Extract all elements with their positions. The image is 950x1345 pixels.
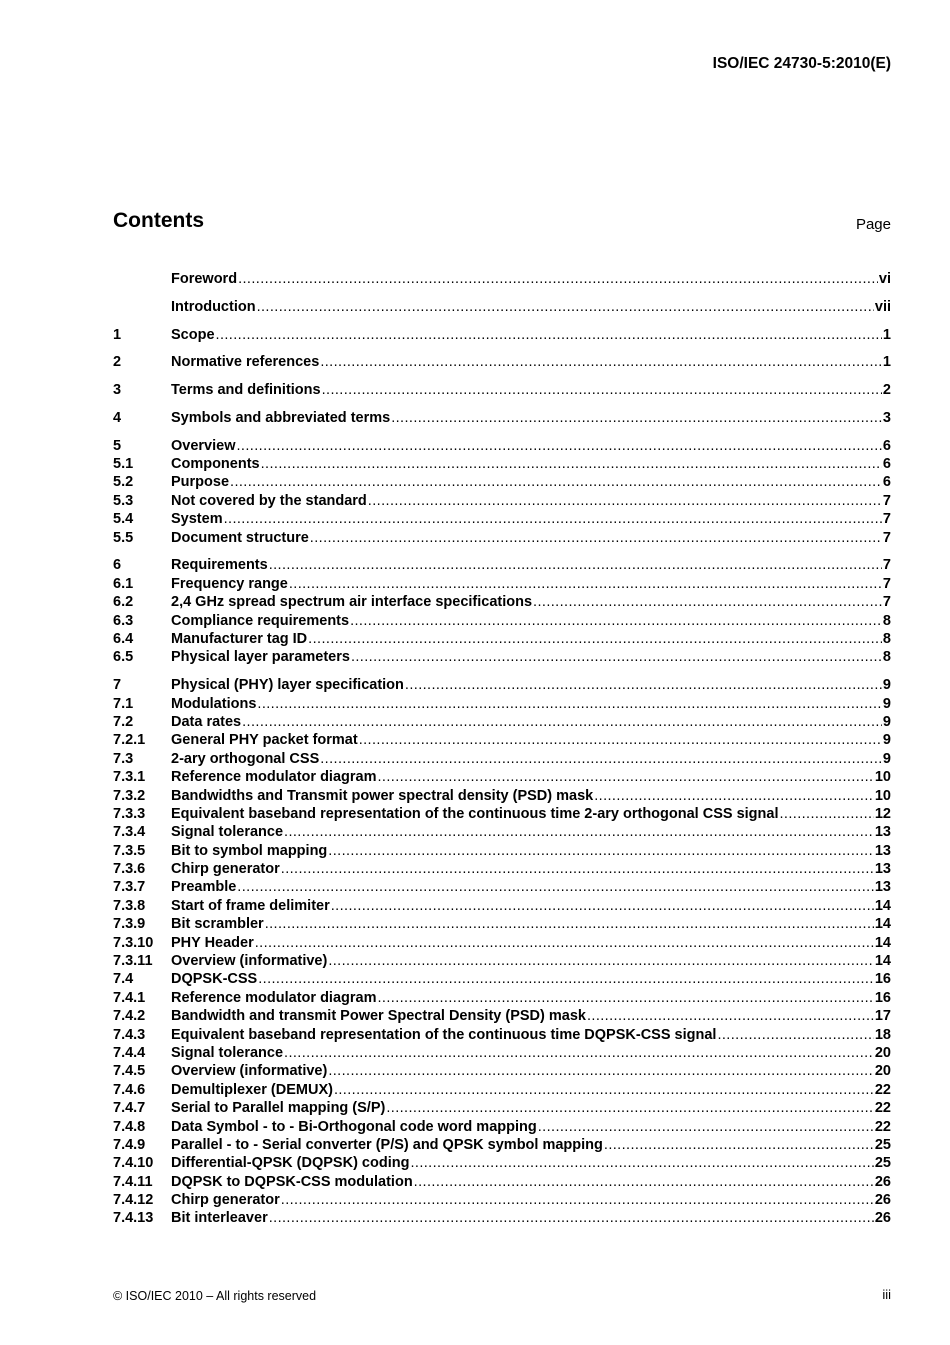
toc-entry-title: Foreword xyxy=(171,271,238,287)
toc-entry[interactable] xyxy=(113,298,891,316)
toc-entry[interactable] xyxy=(113,768,891,786)
toc-entry-number: 5.4 xyxy=(113,511,134,528)
toc-entry-page: 13 xyxy=(874,879,891,896)
toc-entry[interactable] xyxy=(113,731,891,749)
toc-entry-title: Terms and definitions xyxy=(171,382,321,399)
toc-entry-page: 6 xyxy=(882,456,891,473)
toc-dot-leader xyxy=(284,1044,874,1062)
toc-entry-title: Scope xyxy=(171,326,215,343)
toc-entry-title: Chirp generator xyxy=(171,861,280,878)
toc-entry-number: 7.3.6 xyxy=(113,861,146,878)
toc-entry-page: 22 xyxy=(874,1100,891,1117)
toc-entry-title: Overview (informative) xyxy=(171,1063,328,1080)
toc-entry[interactable] xyxy=(113,1154,891,1172)
toc-entry-number: 6 xyxy=(113,557,122,574)
toc-entry-number: 5.3 xyxy=(113,492,134,509)
toc-entry-number: 2 xyxy=(113,354,122,371)
toc-dot-leader xyxy=(242,713,882,731)
toc-dot-leader xyxy=(281,1191,874,1209)
toc-entry-page: 3 xyxy=(882,409,891,426)
toc-entry-page: 7 xyxy=(882,594,891,611)
toc-entry-page: 8 xyxy=(882,649,891,666)
toc-entry-title: System xyxy=(171,511,223,528)
toc-entry-page: 9 xyxy=(882,750,891,767)
toc-entry-page: 18 xyxy=(874,1026,891,1043)
toc-entry-title: Reference modulator diagram xyxy=(171,989,377,1006)
toc-dot-leader xyxy=(350,612,882,630)
toc-dot-leader xyxy=(308,630,882,648)
toc-entry-title: Bandwidth and transmit Power Spectral Density (PSD) mask xyxy=(171,1008,586,1025)
toc-entry-title: Compliance requirements xyxy=(171,612,350,629)
toc-dot-leader xyxy=(414,1173,874,1191)
toc-entry[interactable] xyxy=(113,750,891,768)
toc-entry-title: Physical layer parameters xyxy=(171,649,350,666)
toc-entry-page: 16 xyxy=(874,989,891,1006)
toc-entry[interactable] xyxy=(113,842,891,860)
toc-entry-number: 7.3.5 xyxy=(113,842,146,859)
toc-entry-page: 7 xyxy=(882,575,891,592)
toc-entry-title: General PHY packet format xyxy=(171,732,358,749)
toc-entry-title: PHY Header xyxy=(171,934,254,951)
toc-dot-leader xyxy=(779,805,873,823)
toc-entry-title: Bit interleaver xyxy=(171,1210,268,1227)
toc-entry[interactable] xyxy=(113,1136,891,1154)
toc-dot-leader xyxy=(328,1062,874,1080)
toc-entry-number: 6.5 xyxy=(113,649,134,666)
toc-dot-leader xyxy=(587,1007,874,1025)
toc-entry-title: Start of frame delimiter xyxy=(171,897,330,914)
toc-entry-page: 10 xyxy=(874,787,891,804)
toc-dot-leader xyxy=(359,731,882,749)
toc-entry-page: 9 xyxy=(882,713,891,730)
toc-dot-leader xyxy=(310,529,882,547)
toc-entry-number: 7.4.2 xyxy=(113,1008,146,1025)
toc-entry-page: 26 xyxy=(874,1173,891,1190)
toc-entry-page: 12 xyxy=(874,805,891,822)
toc-entry[interactable] xyxy=(113,676,891,694)
toc-entry[interactable] xyxy=(113,1209,891,1227)
toc-entry[interactable] xyxy=(113,970,891,988)
toc-entry-title: Manufacturer tag ID xyxy=(171,630,308,647)
toc-dot-leader xyxy=(237,437,882,455)
toc-entry-number: 7.4.6 xyxy=(113,1081,146,1098)
toc-entry-number: 7.4.8 xyxy=(113,1118,146,1135)
toc-entry-title: Document structure xyxy=(171,529,309,546)
toc-dot-leader xyxy=(320,353,882,371)
toc-dot-leader xyxy=(320,750,882,768)
toc-entry-number: 7.3.2 xyxy=(113,787,146,804)
toc-entry-number: 7.4.10 xyxy=(113,1155,154,1172)
toc-entry-number: 7.4.5 xyxy=(113,1063,146,1080)
toc-dot-leader xyxy=(284,823,874,841)
toc-entry-page: 8 xyxy=(882,612,891,629)
toc-entry-number: 7.4 xyxy=(113,971,134,988)
toc-entry-page: 13 xyxy=(874,824,891,841)
toc-entry-number: 7.3.4 xyxy=(113,824,146,841)
toc-entry-number: 7.3.11 xyxy=(113,953,153,970)
toc-entry-number: 7.4.11 xyxy=(113,1173,153,1190)
toc-entry-title: Not covered by the standard xyxy=(171,492,367,509)
toc-entry-number: 7.3.3 xyxy=(113,805,146,822)
toc-dot-leader xyxy=(604,1136,874,1154)
toc-entry-title: Serial to Parallel mapping (S/P) xyxy=(171,1100,386,1117)
toc-entry-number: 7.4.3 xyxy=(113,1026,146,1043)
toc-dot-leader xyxy=(377,989,873,1007)
toc-dot-leader xyxy=(265,915,874,933)
toc-entry-title: Purpose xyxy=(171,474,230,491)
toc-entry-title: Reference modulator diagram xyxy=(171,769,377,786)
toc-entry-number: 5.1 xyxy=(113,456,134,473)
toc-dot-leader xyxy=(269,1209,874,1227)
toc-entry[interactable] xyxy=(113,612,891,630)
toc-entry-title: Normative references xyxy=(171,354,320,371)
toc-dot-leader xyxy=(377,768,873,786)
toc-entry[interactable] xyxy=(113,1173,891,1191)
toc-entry[interactable] xyxy=(113,473,891,491)
toc-entry[interactable] xyxy=(113,805,891,823)
toc-entry-number: 7.3.10 xyxy=(113,934,154,951)
toc-entry-number: 6.3 xyxy=(113,612,134,629)
toc-entry-title: Signal tolerance xyxy=(171,824,284,841)
toc-entry[interactable] xyxy=(113,575,891,593)
toc-dot-leader xyxy=(258,970,874,988)
table-of-contents xyxy=(113,270,891,1228)
toc-entry[interactable] xyxy=(113,270,891,288)
toc-entry-page: 10 xyxy=(874,769,891,786)
toc-entry-page: 20 xyxy=(874,1063,891,1080)
toc-entry-number: 6.2 xyxy=(113,594,134,611)
toc-entry[interactable] xyxy=(113,510,891,528)
toc-entry[interactable] xyxy=(113,1007,891,1025)
toc-entry-page: 26 xyxy=(874,1210,891,1227)
toc-dot-leader xyxy=(405,676,882,694)
toc-entry-title: 2,4 GHz spread spectrum air interface specifications xyxy=(171,594,533,611)
toc-entry-page: 6 xyxy=(882,437,891,454)
toc-entry-number: 5 xyxy=(113,437,122,454)
toc-dot-leader xyxy=(289,575,882,593)
toc-entry-number: 5.2 xyxy=(113,474,134,491)
toc-entry[interactable] xyxy=(113,353,891,371)
toc-entry-page: 16 xyxy=(874,971,891,988)
toc-entry-title: Frequency range xyxy=(171,575,288,592)
toc-entry[interactable] xyxy=(113,915,891,933)
toc-entry-title: Bit to symbol mapping xyxy=(171,842,328,859)
toc-entry-number: 7 xyxy=(113,677,122,694)
toc-entry-number: 7.4.9 xyxy=(113,1136,146,1153)
toc-dot-leader xyxy=(594,787,874,805)
toc-entry-number: 7.3.9 xyxy=(113,916,146,933)
toc-dot-leader xyxy=(257,298,874,316)
toc-entry-title: Modulations xyxy=(171,695,257,712)
toc-entry[interactable] xyxy=(113,989,891,1007)
toc-entry-number: 7.4.4 xyxy=(113,1044,146,1061)
toc-entry-title: Preamble xyxy=(171,879,237,896)
toc-dot-leader xyxy=(328,842,874,860)
toc-dot-leader xyxy=(224,510,882,528)
toc-entry-title: Equivalent baseband representation of the continuous time DQPSK-CSS signal xyxy=(171,1026,717,1043)
toc-entry-page: 14 xyxy=(874,897,891,914)
toc-entry-page: 9 xyxy=(882,732,891,749)
toc-entry[interactable] xyxy=(113,897,891,915)
toc-entry-page: 13 xyxy=(874,842,891,859)
toc-entry-number: 7.4.12 xyxy=(113,1192,154,1209)
toc-entry[interactable] xyxy=(113,713,891,731)
toc-entry-title: Bandwidths and Transmit power spectral density (PSD) mask xyxy=(171,787,594,804)
toc-entry[interactable] xyxy=(113,1026,891,1044)
toc-dot-leader xyxy=(261,455,882,473)
toc-entry-number: 5.5 xyxy=(113,529,134,546)
footer-copyright: © ISO/IEC 2010 – All rights reserved xyxy=(113,1289,317,1303)
toc-dot-leader xyxy=(328,952,874,970)
toc-dot-leader xyxy=(331,897,874,915)
toc-entry[interactable] xyxy=(113,556,891,574)
toc-dot-leader xyxy=(386,1099,874,1117)
toc-entry-title: Components xyxy=(171,456,260,473)
toc-entry[interactable] xyxy=(113,1118,891,1136)
toc-entry-page: 14 xyxy=(874,953,891,970)
toc-entry[interactable] xyxy=(113,1062,891,1080)
toc-entry-page: 7 xyxy=(882,529,891,546)
toc-entry-title: Overview xyxy=(171,437,236,454)
toc-dot-leader xyxy=(717,1026,873,1044)
page-column-label: Page xyxy=(855,216,891,233)
toc-entry[interactable] xyxy=(113,860,891,878)
toc-entry-number: 7.4.7 xyxy=(113,1100,146,1117)
toc-entry[interactable] xyxy=(113,878,891,896)
toc-entry-number: 7.1 xyxy=(113,695,134,712)
toc-entry[interactable] xyxy=(113,326,891,344)
toc-entry-number: 7.3.8 xyxy=(113,897,146,914)
toc-entry[interactable] xyxy=(113,787,891,805)
toc-dot-leader xyxy=(237,878,874,896)
toc-entry[interactable] xyxy=(113,695,891,713)
toc-entry-title: Bit scrambler xyxy=(171,916,264,933)
toc-entry-page: 9 xyxy=(882,695,891,712)
toc-dot-leader xyxy=(230,473,882,491)
toc-entry[interactable] xyxy=(113,1044,891,1062)
toc-entry-page: 7 xyxy=(882,511,891,528)
toc-entry-page: 25 xyxy=(874,1136,891,1153)
toc-dot-leader xyxy=(257,695,882,713)
toc-entry-number: 7.3.7 xyxy=(113,879,146,896)
toc-entry-title: Demultiplexer (DEMUX) xyxy=(171,1081,333,1098)
toc-entry-page: 14 xyxy=(874,934,891,951)
toc-entry-number: 3 xyxy=(113,382,122,399)
toc-entry-title: Overview (informative) xyxy=(171,953,328,970)
toc-entry-title: Differential-QPSK (DQPSK) coding xyxy=(171,1155,410,1172)
toc-dot-leader xyxy=(351,648,882,666)
toc-entry-page: 1 xyxy=(882,326,891,343)
toc-entry[interactable] xyxy=(113,593,891,611)
document-id-header: ISO/IEC 24730-5:2010(E) xyxy=(712,55,891,72)
toc-dot-leader xyxy=(216,326,882,344)
toc-entry-page: 7 xyxy=(882,492,891,509)
toc-entry[interactable] xyxy=(113,952,891,970)
toc-dot-leader xyxy=(281,860,874,878)
toc-entry-number: 1 xyxy=(113,326,122,343)
toc-entry-page: 25 xyxy=(874,1155,891,1172)
toc-dot-leader xyxy=(538,1118,874,1136)
toc-entry[interactable] xyxy=(113,381,891,399)
toc-entry-page: 2 xyxy=(882,382,891,399)
footer-page-number: iii xyxy=(882,1287,891,1302)
toc-entry[interactable] xyxy=(113,492,891,510)
toc-entry-number: 7.3.1 xyxy=(113,769,146,786)
toc-dot-leader xyxy=(334,1081,874,1099)
toc-entry-page: 20 xyxy=(874,1044,891,1061)
toc-entry-page: 22 xyxy=(874,1118,891,1135)
toc-dot-leader xyxy=(391,409,882,427)
toc-entry-title: DQPSK-CSS xyxy=(171,971,258,988)
toc-entry-title: DQPSK to DQPSK-CSS modulation xyxy=(171,1173,413,1190)
toc-dot-leader xyxy=(368,492,882,510)
toc-entry-title: 2-ary orthogonal CSS xyxy=(171,750,320,767)
toc-dot-leader xyxy=(533,593,882,611)
contents-title: Contents xyxy=(113,209,204,232)
toc-entry-page: 1 xyxy=(882,354,891,371)
toc-entry-title: Data rates xyxy=(171,713,242,730)
toc-entry-page: 8 xyxy=(882,630,891,647)
toc-entry-page: 9 xyxy=(882,677,891,694)
toc-entry-number: 7.2.1 xyxy=(113,732,146,749)
toc-entry[interactable] xyxy=(113,648,891,666)
toc-entry-title: Requirements xyxy=(171,557,268,574)
toc-entry-number: 4 xyxy=(113,409,122,426)
toc-entry-page: 7 xyxy=(882,557,891,574)
toc-entry-number: 7.4.1 xyxy=(113,989,146,1006)
toc-entry[interactable] xyxy=(113,1191,891,1209)
toc-entry-title: Physical (PHY) layer specification xyxy=(171,677,404,694)
toc-entry-number: 6.4 xyxy=(113,630,134,647)
toc-entry-title: Introduction xyxy=(171,298,256,315)
toc-entry-page: 26 xyxy=(874,1192,891,1209)
toc-entry-page: vii xyxy=(874,298,891,315)
toc-entry-number: 6.1 xyxy=(113,575,134,592)
toc-entry-title: Equivalent baseband representation of the continuous time 2-ary orthogonal CSS signal xyxy=(171,805,779,822)
toc-dot-leader xyxy=(269,556,882,574)
toc-entry-page: 6 xyxy=(882,474,891,491)
toc-entry[interactable] xyxy=(113,934,891,952)
toc-entry-number: 7.4.13 xyxy=(113,1210,154,1227)
toc-entry-page: vi xyxy=(878,271,891,287)
toc-dot-leader xyxy=(410,1154,873,1172)
toc-dot-leader xyxy=(255,934,874,952)
toc-entry-page: 17 xyxy=(874,1008,891,1025)
toc-entry-title: Signal tolerance xyxy=(171,1044,284,1061)
toc-dot-leader xyxy=(322,381,882,399)
toc-entry-title: Parallel - to - Serial converter (P/S) and QPSK symbol mapping xyxy=(171,1136,603,1153)
toc-entry[interactable] xyxy=(113,455,891,473)
toc-entry[interactable] xyxy=(113,409,891,427)
toc-entry-number: 7.2 xyxy=(113,713,134,730)
toc-entry[interactable] xyxy=(113,437,891,455)
toc-entry-page: 14 xyxy=(874,916,891,933)
toc-entry[interactable] xyxy=(113,823,891,841)
toc-entry-page: 13 xyxy=(874,861,891,878)
toc-entry[interactable] xyxy=(113,1099,891,1117)
toc-entry-title: Symbols and abbreviated terms xyxy=(171,409,391,426)
toc-entry[interactable] xyxy=(113,630,891,648)
toc-entry-title: Data Symbol - to - Bi-Orthogonal code word mapping xyxy=(171,1118,537,1135)
toc-entry-number: 7.3 xyxy=(113,750,134,767)
toc-dot-leader xyxy=(238,270,878,288)
toc-entry-title: Chirp generator xyxy=(171,1192,280,1209)
toc-entry-page: 22 xyxy=(874,1081,891,1098)
toc-entry[interactable] xyxy=(113,529,891,547)
toc-entry[interactable] xyxy=(113,1081,891,1099)
